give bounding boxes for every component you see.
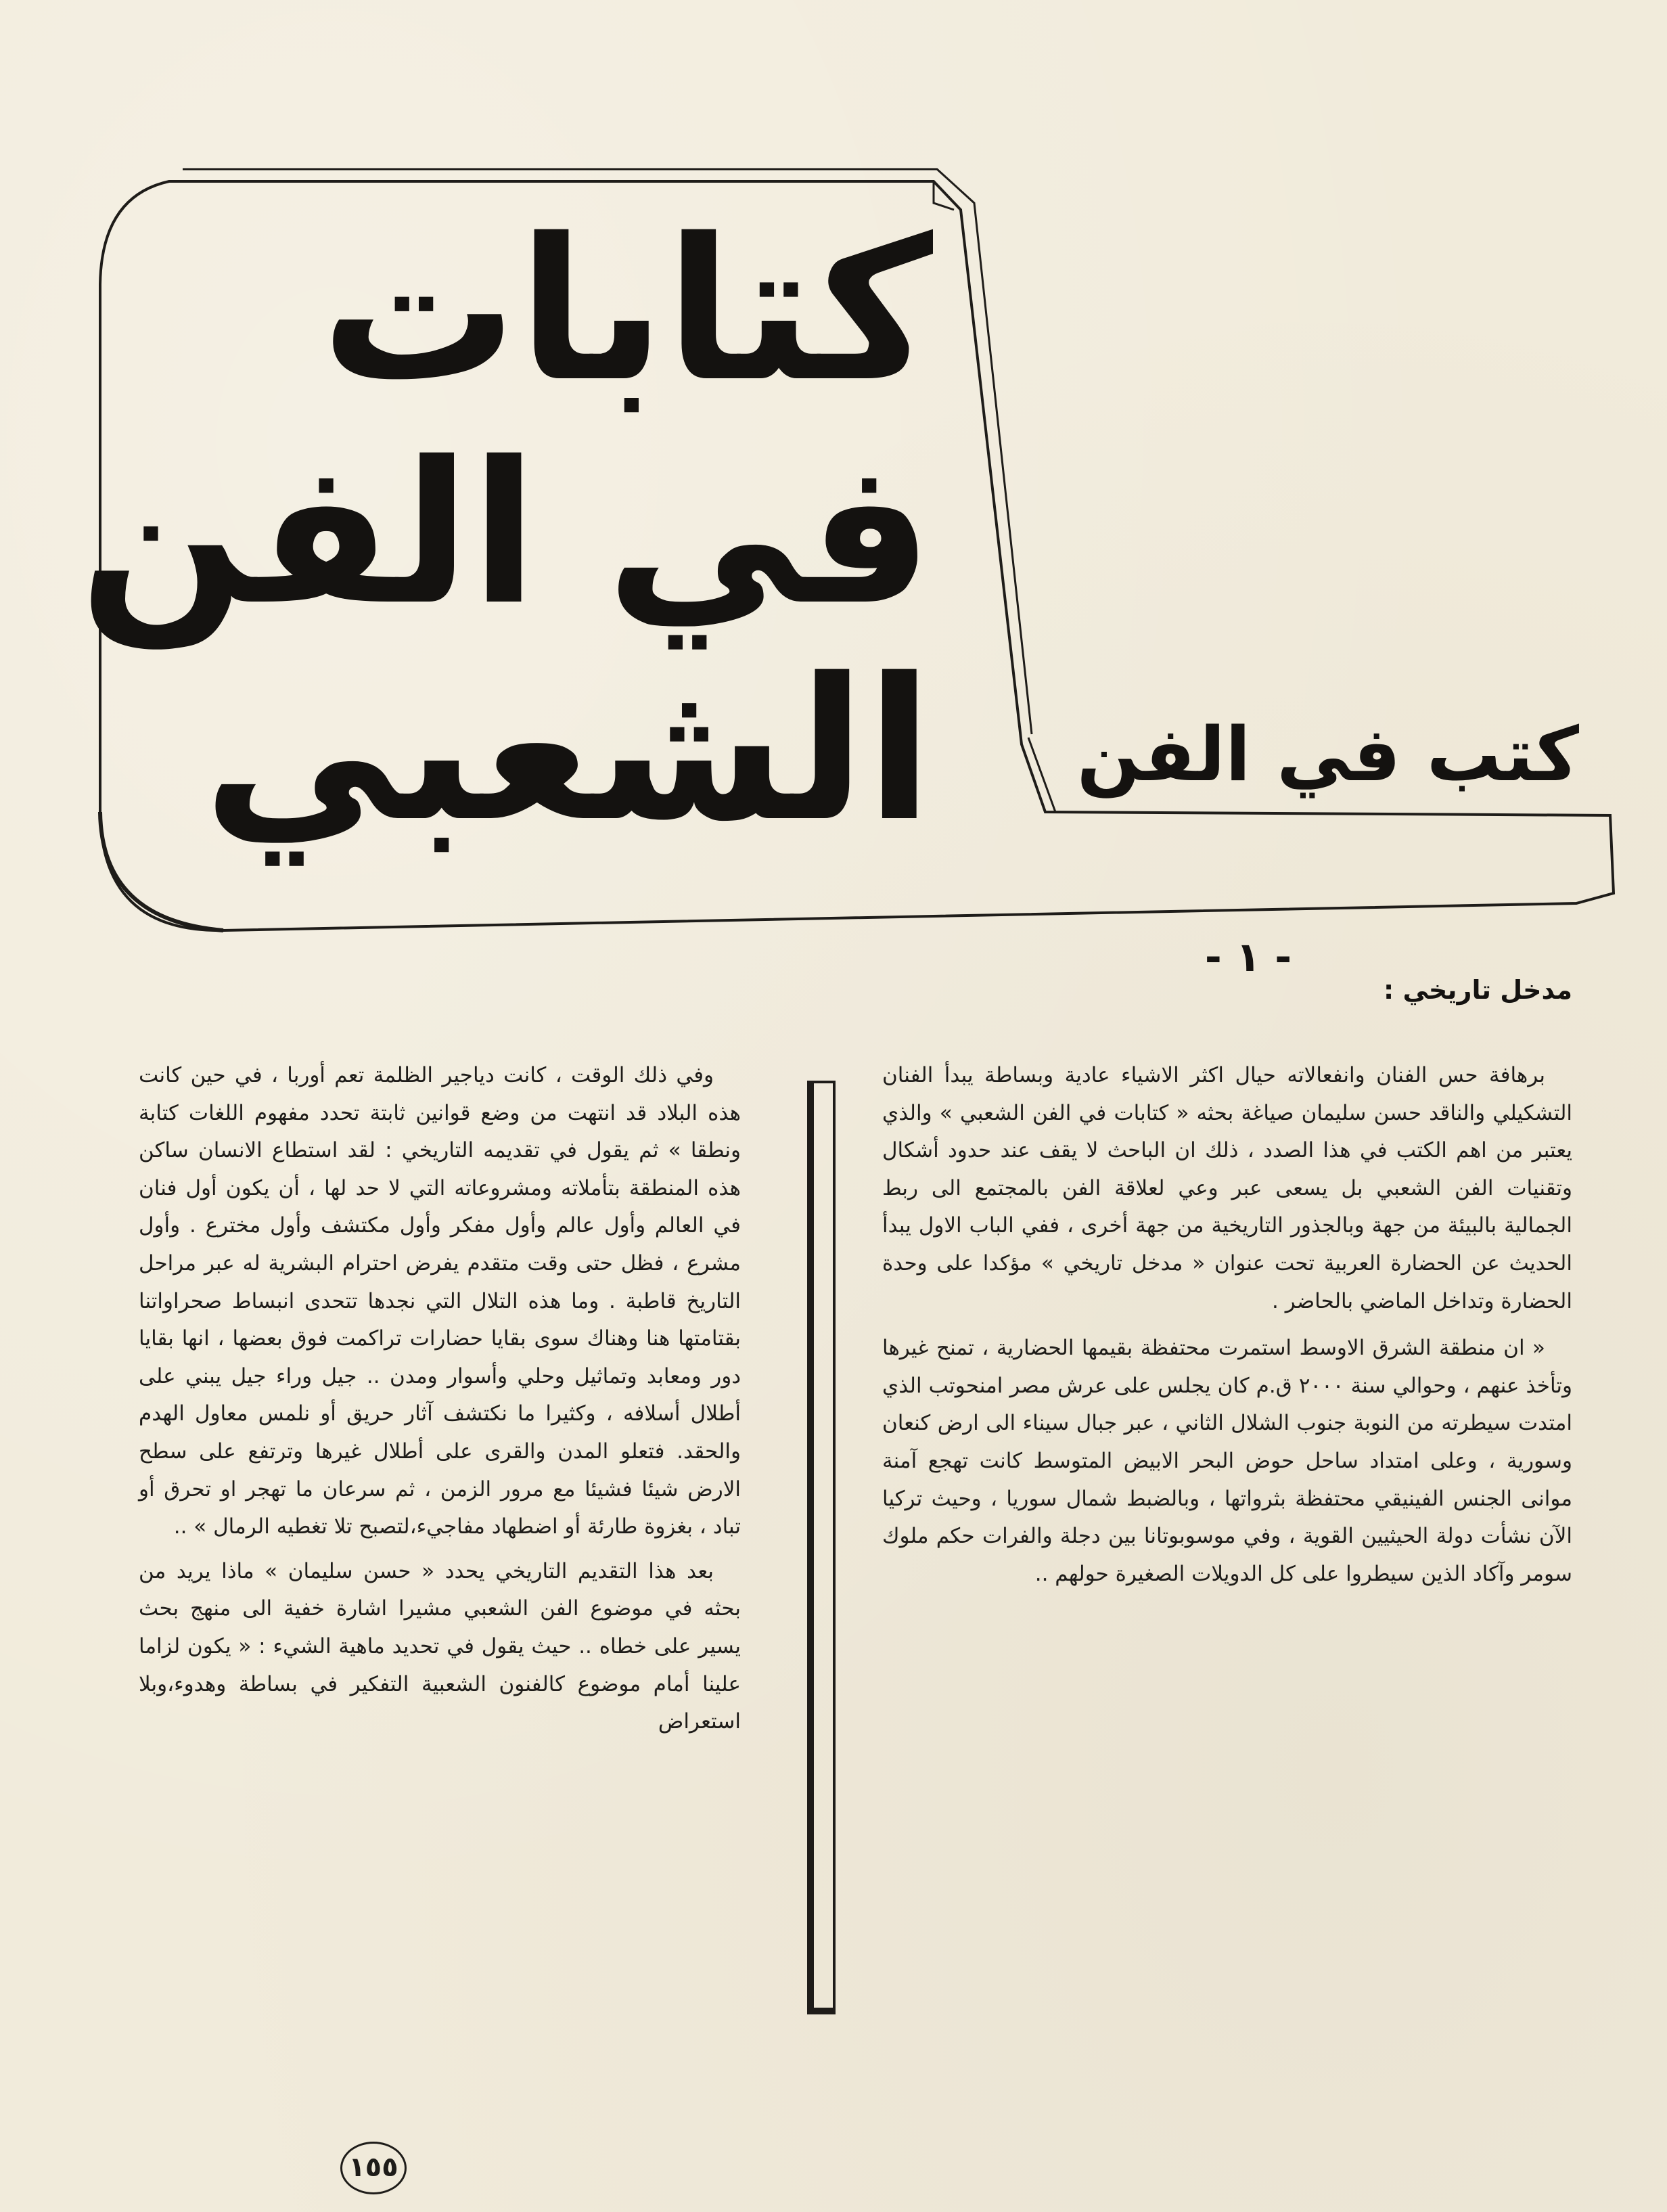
paragraph: برهافة حس الفنان وانفعالاته حيال اكثر الاشياء عادية وبساطة يبدأ الفنان التشكيلي والناقد حسن سليمان صياغة بحثه « كتابات في الفن الشعبي » والذي يعتبر من اهم الكتب في هذا الصدد ، ذلك ان الباحث لا يقف عند حدود أشكال وتقنيات الفن الشعبي بل يسعى عبر وعي لعلاقة الفن بالمجتمع الى ربط الجمالية بالبيئة من جهة وبالجذور التاريخية من جهة أخرى ، ففي الباب الاول يبدأ الحديث عن الحضارة العربية تحت عنوان « مدخل تاريخي » مؤكدا على وحدة الحضارة وتداخل الماضي بالحاضر . xyxy=(882,1063,1572,1313)
section-heading: مدخل تاريخي : xyxy=(1384,975,1572,1005)
page-title-line-3: الشعبي xyxy=(203,637,933,865)
article-column-right xyxy=(882,1057,1572,1593)
page-title-line-2: في الفن xyxy=(78,420,933,648)
page-number: ١٥٥ xyxy=(340,2142,407,2194)
paragraph: بعد هذا التقديم التاريخي يحدد « حسن سليمان » ماذا يريد من بحثه في موضوع الفن الشعبي مشيرا اشارة خفية الى منهج بحث يسير على خطاه .. حيث يقول في تحديد ماهية الشيء : « يكون لزاما علينا أمام موضوع كالفنون الشعبية التفكير في بساطة وهدوء،وبلا استعراض xyxy=(139,1558,741,1734)
column-divider xyxy=(807,1081,836,2014)
bleed-through-texture xyxy=(1015,189,1570,1001)
section-number: - ١ - xyxy=(1204,934,1292,981)
paragraph: « ان منطقة الشرق الاوسط استمرت محتفظة بقيمها الحضارية ، تمنح غيرها وتأخذ عنهم ، وحوالي سنة ٢٠٠٠ ق.م كان يجلس على عرش مصر امنحوتب الذي امتدت سيطرته من النوبة جنوب الشلال الثاني ، عبر جبال سيناء الى ارض كنعان وسورية ، وعلى امتداد ساحل حوض البحر الابيض المتوسط كانت تهجع آمنة موانى الجنس الفينيقي محتفظة بثرواتها ، وبالضبط شمال سوريا ، وحيث تركيا الآن نشأت دولة الحيثيين القوية ، وفي موسوبوتانا بين دجلة والفرات حكم ملوك سومر وآكاد الذين سيطروا على كل الدويلات الصغيرة حولهم .. xyxy=(882,1336,1572,1586)
page-title-line-1: كتابات xyxy=(320,197,933,425)
series-label: كتب في الفن xyxy=(1076,711,1579,798)
article-column-left xyxy=(139,1057,741,1741)
paragraph: وفي ذلك الوقت ، كانت دياجير الظلمة تعم أوربا ، في حين كانت هذه البلاد قد انتهت من وضع قوانين ثابتة تحدد مفهوم اللغات كتابة ونطقا » ثم يقول في تقديمه التاريخي : لقد استطاع الانسان ساكن هذه المنطقة بتأملاته ومشروعاته التي لا حد لها ، أن يكون أول فنان في العالم وأول عالم وأول مفكر وأول مكتشف وأول مخترع . وأول مشرع ، فظل حتى وقت متقدم يفرض احترام البشرية له عبر مراحل التاريخ قاطبة . وما هذه التلال التي نجدها تتحدى انبساط صحراواتنا بقتامتها هنا وهناك سوى بقايا حضارات تراكمت فوق بعضها ، انها بقايا دور ومعابد وتماثيل وحلي وأسوار ومدن .. جيل وراء جيل يبني على أطلال أسلافه ، وكثيرا ما نكتشف آثار حريق أو نلمس معاول الهدم والحقد. فتعلو المدن والقرى على أطلال غيرها وترتفع على سطح الارض شيئا فشيئا مع مرور الزمن ، ثم سرعان ما تهجر او تحرق أو تباد ، بغزوة طارئة أو اضطهاد مفاجيء،لتصبح تلا تغطيه الرمال » .. xyxy=(139,1063,741,1539)
